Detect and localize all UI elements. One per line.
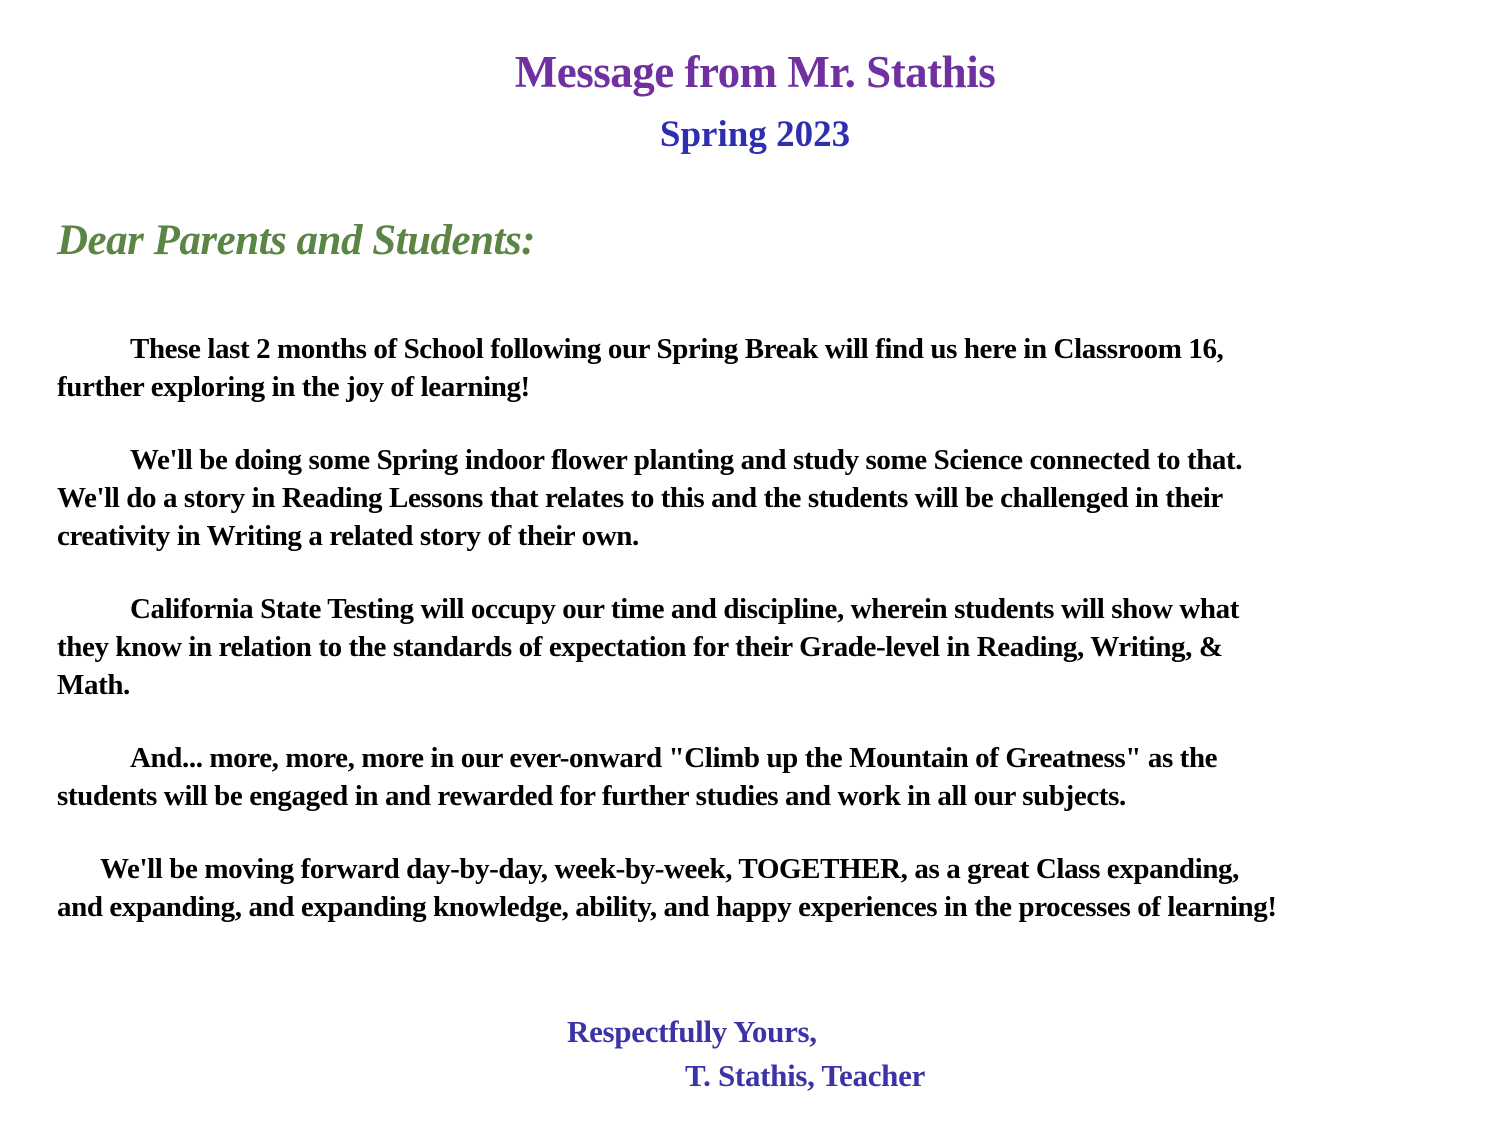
- paragraph-3: [57, 590, 1470, 704]
- paragraph-line: Math.: [57, 669, 130, 701]
- page-subtitle: Spring 2023: [659, 114, 851, 155]
- closing-signoff: Respectfully Yours,: [567, 1014, 817, 1049]
- paragraph-line: We'll be moving forward day-by-day, week-by-week, TOGETHER, as a great Class expanding,: [100, 853, 1239, 885]
- paragraph-line: they know in relation to the standards of expectation for their Grade-level in Reading, Writing, &: [57, 631, 1223, 663]
- paragraph-line: creativity in Writing a related story of their own.: [57, 520, 639, 552]
- page-title: Message from Mr. Stathis: [514, 47, 996, 97]
- paragraph-line: and expanding, and expanding knowledge, ability, and happy experiences in the processes of learning!: [57, 891, 1277, 923]
- salutation: Dear Parents and Students:: [57, 217, 535, 264]
- paragraph-line: We'll be doing some Spring indoor flower planting and study some Science connected to that.: [130, 444, 1243, 476]
- letter-body: [57, 330, 1470, 926]
- paragraph-2: [57, 441, 1470, 555]
- closing-signature: T. Stathis, Teacher: [685, 1058, 926, 1093]
- paragraph-1: [57, 330, 1470, 406]
- closing-block: [0, 1010, 1510, 1098]
- paragraph-line: We'll do a story in Reading Lessons that relates to this and the students will be challenged in their: [57, 482, 1223, 514]
- paragraph-4: [57, 739, 1470, 815]
- paragraph-line: These last 2 months of School following our Spring Break will find us here in Classroom 16,: [130, 333, 1224, 365]
- paragraph-5: [57, 850, 1470, 926]
- paragraph-line: further exploring in the joy of learning!: [57, 371, 530, 403]
- paragraph-line: students will be engaged in and rewarded for further studies and work in all our subjects.: [57, 780, 1126, 812]
- paragraph-line: And... more, more, more in our ever-onward "Climb up the Mountain of Greatness" as the: [130, 742, 1218, 774]
- paragraph-line: California State Testing will occupy our time and discipline, wherein students will show what: [130, 593, 1239, 625]
